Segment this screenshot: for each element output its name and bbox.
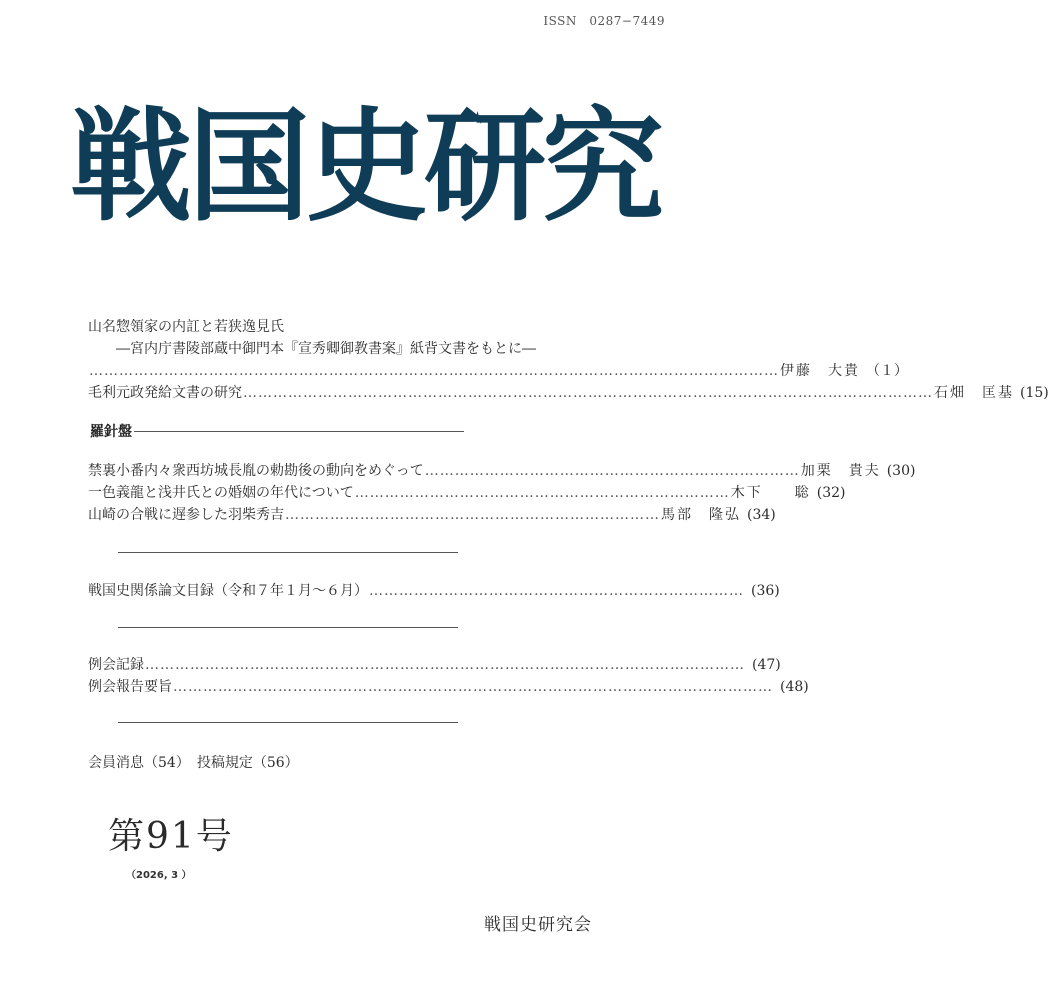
article1-title: 山名惣領家の内訌と若狭逸見氏 [88, 319, 284, 335]
meeting-page: (47) [752, 657, 781, 673]
issue-date: （2026, 3 ） [126, 870, 192, 881]
compass-author: 加栗 貴夫 [800, 463, 881, 479]
article1-subtitle: ―宮内庁書陵部蔵中御門本『宣秀卿御教書案』紙背文書をもとに― [116, 341, 536, 357]
toc-misc [88, 752, 603, 774]
toc-entry [88, 482, 846, 504]
leader-dots: ………………………………………………………………………………………………………… [173, 679, 773, 695]
meeting-page: (48) [780, 679, 809, 695]
toc-entry [88, 504, 776, 526]
leader-dots: ………………………………………………………………………………………………………………………… [89, 363, 779, 379]
leader-dots: ………………………………………………………………… [285, 507, 660, 523]
article2-title: 毛利元政発給文書の研究 [88, 385, 242, 401]
compass-title: 禁裏小番内々衆西坊城長胤の勅勘後の動向をめぐって [88, 463, 424, 479]
article1-author: 伊藤 大貴 [780, 363, 860, 379]
toc-entry [88, 654, 781, 676]
divider-rule [118, 722, 458, 723]
bibliography-page: (36) [751, 583, 780, 599]
compass-author: 馬部 隆弘 [661, 507, 741, 523]
leader-dots: ………………………………………………………………… [369, 583, 744, 599]
article2-author: 石畑 匡基 [934, 385, 1014, 401]
toc-entry [88, 580, 780, 602]
compass-page: (30) [886, 463, 916, 479]
leader-dots: ………………………………………………………………… [354, 485, 730, 501]
misc-entries: 会員消息（54） 投稿規定（56） [88, 755, 299, 771]
compass-page: (32) [816, 485, 846, 501]
issn-number: ISSN 0287−7449 [543, 14, 665, 28]
article1-page: （１） [866, 363, 908, 379]
issue-number: 第91号 [108, 816, 234, 857]
compass-page: (34) [747, 507, 776, 523]
toc-meetings [88, 654, 809, 698]
leader-dots: ………………………………………………………………………………………………………………………… [243, 385, 933, 401]
toc-entry [88, 460, 916, 482]
toc-compass-section [88, 420, 603, 442]
journal-title: 戦国史研究 [70, 96, 660, 238]
toc-entry [88, 676, 809, 698]
compass-author: 木下 聡 [730, 485, 811, 501]
leader-dots: ………………………………………………………………………………………………………… [145, 657, 745, 673]
toc-compass-entries [88, 460, 916, 526]
section-label: 羅針盤 [90, 424, 132, 440]
meeting-title: 例会報告要旨 [88, 679, 172, 695]
section-header [88, 420, 603, 442]
article2-page: (15) [1020, 385, 1049, 401]
divider-rule [118, 552, 458, 553]
bibliography-title: 戦国史関係論文目録（令和７年１月～６月） [88, 583, 368, 599]
divider-rule [118, 627, 458, 628]
toc-entry [88, 382, 1049, 404]
compass-title: 一色義龍と浅井氏との婚姻の年代について [88, 485, 354, 501]
compass-title: 山崎の合戦に遅参した羽柴秀吉 [88, 507, 284, 523]
meeting-title: 例会記録 [88, 657, 144, 673]
toc-bibliography [88, 580, 780, 602]
toc-entry [88, 360, 908, 382]
toc-articles [88, 316, 1049, 404]
leader-dots: ………………………………………………………………… [424, 463, 800, 479]
section-rule [134, 431, 464, 432]
publisher-name: 戦国史研究会 [484, 915, 592, 935]
